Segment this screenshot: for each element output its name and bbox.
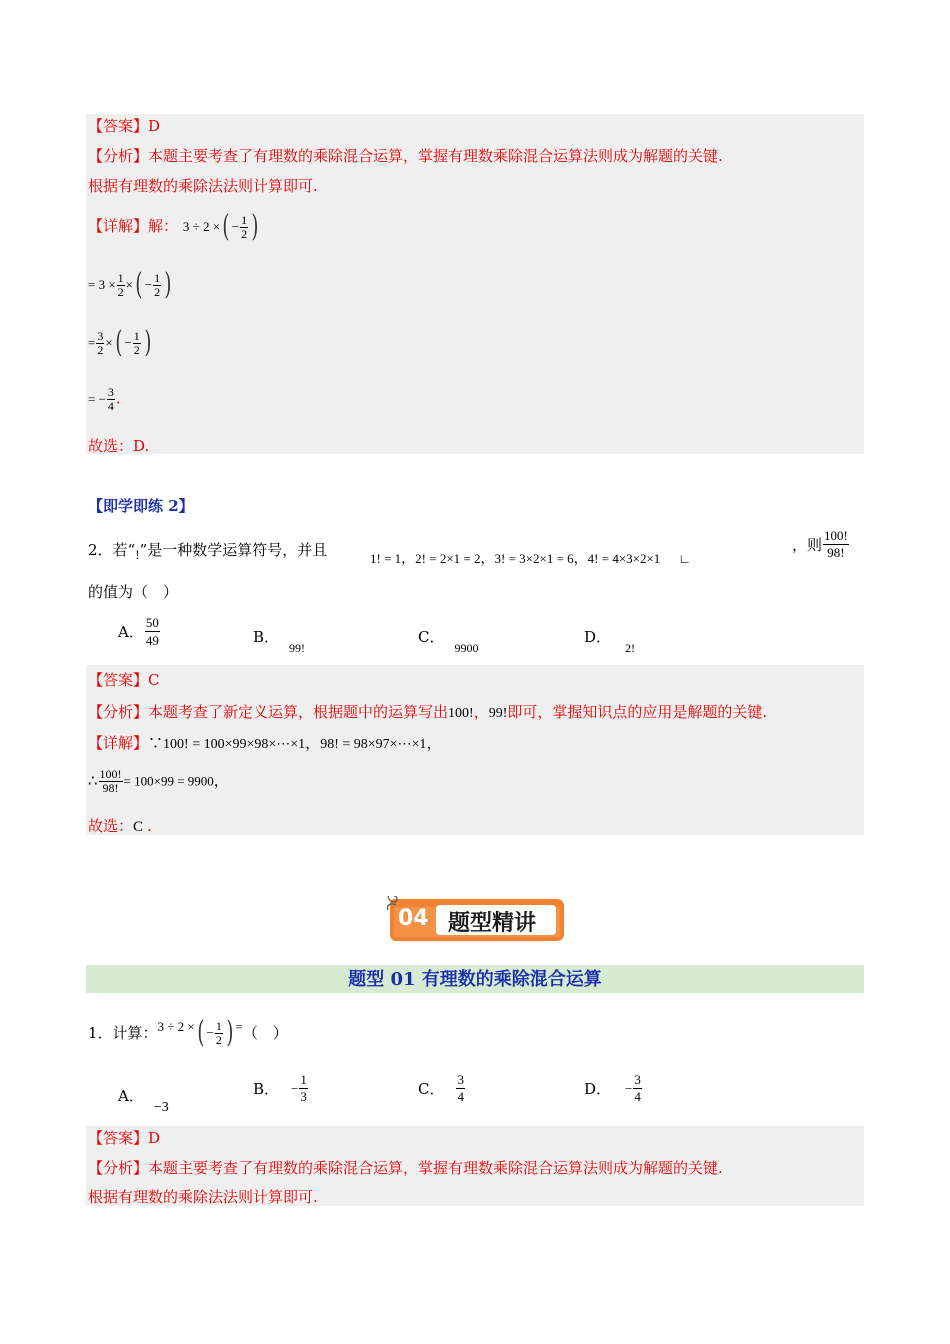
option-label: B． [253, 628, 280, 646]
numerator: 1 [300, 1072, 307, 1087]
then-frac [792, 528, 850, 561]
option-value: 9900 [454, 641, 479, 655]
option-label: A． [118, 1087, 144, 1105]
denominator: 2 [97, 342, 104, 357]
numerator: 3 [634, 1072, 641, 1087]
option-value: 99! [289, 641, 306, 655]
practice-heading: 【即学即练 2】 [88, 497, 194, 515]
numerator: 1 [215, 1018, 222, 1033]
option-label: D． [584, 628, 612, 646]
choose-line [88, 816, 152, 837]
numerator: 1 [154, 270, 161, 285]
badge-title: 题型精讲 [448, 911, 537, 936]
factorial-2: 2! = 2×1 = 2 [415, 551, 481, 566]
fraction [633, 1072, 642, 1105]
denominator: 98! [827, 545, 845, 560]
analysis-line-2: 根据有理数的乘除法法则计算即可. [88, 177, 318, 195]
math-expr: = − [88, 391, 106, 407]
option-a[interactable] [118, 1085, 169, 1115]
detail-label: 【详解】 [88, 217, 149, 235]
badge-number: 04 [398, 906, 429, 931]
minus-sign: − [144, 277, 153, 292]
answer-line: 【答案】D [88, 117, 161, 135]
fraction [117, 272, 125, 299]
answer-line: 【答案】C [88, 671, 160, 689]
comma: ， [473, 703, 489, 721]
math-expr: 3 ÷ 2 × [157, 1019, 195, 1034]
ellipsis: ∟ [678, 551, 692, 566]
analysis-line: 【分析】本题主要考查了有理数的乘除混合运算，掌握有理数乘除混合运算法则成为解题的关键. [88, 147, 723, 165]
option-c[interactable] [418, 626, 479, 655]
analysis-line [88, 702, 767, 724]
factorial-examples [370, 548, 691, 568]
choose-text: 故选： [88, 817, 134, 835]
question-prefix: 2．若“ [88, 541, 136, 559]
denominator: 49 [145, 633, 159, 648]
comma: ， [426, 734, 442, 752]
math-99: 99! [488, 706, 508, 721]
option-b[interactable] [253, 626, 306, 655]
math-100: 100! [448, 706, 474, 721]
denominator: 2 [215, 1032, 222, 1047]
paren-right: ) [164, 267, 172, 302]
option-a[interactable] [118, 614, 161, 649]
denominator: 2 [154, 284, 161, 299]
option-b[interactable] [253, 1072, 309, 1105]
detail-line [88, 209, 261, 244]
step-1 [88, 267, 174, 302]
analysis-text: 【分析】本题考查了新定义运算，根据题中的运算写出 [88, 703, 449, 721]
denominator: 4 [457, 1089, 464, 1104]
comma: ， [305, 734, 321, 752]
numerator: 1 [117, 270, 124, 285]
denominator: 2 [117, 284, 124, 299]
paren-right: ) [251, 209, 259, 244]
answer-line: 【答案】D [88, 1129, 161, 1147]
question-2 [88, 540, 327, 565]
step-3 [88, 386, 121, 413]
minus-sign: − [625, 1080, 633, 1096]
analysis-line-2: 根据有理数的乘除法法则计算即可. [88, 1188, 318, 1206]
denominator: 2 [241, 226, 248, 241]
detail-label: 【详解】 [88, 734, 149, 752]
numerator: 100! [99, 767, 122, 781]
denominator: 4 [634, 1089, 641, 1104]
factorial-3: 3! = 3×2×1 = 6 [494, 551, 574, 566]
numerator: 50 [145, 615, 159, 630]
paren-right: ) [144, 325, 152, 360]
numerator: 1 [241, 212, 248, 227]
section-badge [386, 896, 566, 942]
comma: ， [573, 552, 588, 567]
option-d[interactable] [584, 1072, 643, 1105]
denominator: 3 [300, 1089, 307, 1104]
numerator: 1 [133, 328, 140, 343]
numerator: 3 [457, 1072, 464, 1087]
option-label: C． [418, 628, 445, 646]
fraction [107, 386, 115, 413]
because-sign: ∵ [148, 734, 164, 752]
question-tail: 的值为（ ） [88, 583, 179, 601]
question-1 [88, 1015, 288, 1050]
therefore-line [88, 768, 229, 795]
factorial-1: 1! = 1 [370, 551, 402, 566]
option-c[interactable] [418, 1072, 466, 1105]
denominator: 98! [102, 781, 119, 795]
paren-left: ( [135, 267, 143, 302]
minus-sign: − [231, 219, 240, 234]
detail-line [88, 733, 441, 755]
equation-3: = 100×99 = 9900 [123, 773, 214, 789]
equals-sign: = [88, 335, 96, 350]
math-expr: = 3 × [88, 277, 116, 292]
fraction [823, 528, 849, 561]
equation-2: 98! = 98×97×⋯×1 [320, 737, 427, 752]
choose-value: C [133, 819, 144, 835]
step-2 [88, 325, 153, 360]
paren-left: ( [222, 209, 230, 244]
option-d[interactable] [584, 626, 636, 655]
minus-sign: − [206, 1025, 214, 1040]
then-word: ，则 [792, 536, 823, 554]
denominator: 2 [133, 342, 140, 357]
option-label: D． [584, 1080, 612, 1098]
times-sign: × [125, 277, 134, 292]
choose-line: 故选：D. [88, 437, 150, 455]
option-value: 2! [625, 641, 636, 655]
fraction [133, 330, 141, 357]
question-prefix: 1．计算： [88, 1024, 158, 1042]
analysis-text: 即可，掌握知识点的应用是解题的关键. [507, 703, 768, 721]
comma: ， [213, 771, 229, 790]
comma: ， [480, 552, 495, 567]
option-label: B． [253, 1080, 280, 1098]
therefore-sign: ∴ [88, 771, 98, 790]
analysis-line: 【分析】本题主要考查了有理数的乘除混合运算，掌握有理数乘除混合运算法则成为解题的关键. [88, 1159, 723, 1177]
fraction [99, 768, 123, 795]
fraction [96, 330, 104, 357]
fraction [215, 1020, 223, 1047]
numerator: 3 [107, 385, 114, 399]
question-mid: ”是一种数学运算符号，并且 [139, 541, 328, 559]
period: . [115, 389, 121, 408]
detail-word: 解： [148, 217, 179, 235]
bang-symbol: ! [135, 547, 140, 562]
denominator: 4 [107, 399, 114, 413]
equals-sign: = [235, 1019, 243, 1034]
minus-sign: − [124, 335, 132, 350]
times-sign: × [105, 335, 113, 350]
factorial-4: 4! = 4×3×2×1 [587, 551, 661, 566]
section-banner: 题型 01 有理数的乘除混合运算 [86, 965, 864, 993]
fraction [153, 272, 161, 299]
option-label: C． [418, 1080, 445, 1098]
math-expr: 3 ÷ 2 × [182, 219, 221, 234]
fraction [456, 1072, 465, 1105]
option-label: A． [118, 623, 144, 641]
paren-left: ( [197, 1015, 205, 1050]
fraction [299, 1072, 308, 1105]
paren-left: ( [115, 325, 123, 360]
fraction [240, 214, 248, 241]
numerator: 100! [824, 528, 848, 543]
equation-1: 100! = 100×99×98×⋯×1 [163, 737, 306, 752]
option-value: −3 [153, 1100, 169, 1115]
comma: ， [401, 552, 416, 567]
minus-sign: − [291, 1080, 299, 1096]
paren-right: ) [226, 1015, 234, 1050]
answer-blank: （ ） [242, 1024, 288, 1042]
period: . [147, 817, 152, 835]
numerator: 3 [97, 328, 104, 343]
fraction [145, 614, 160, 649]
